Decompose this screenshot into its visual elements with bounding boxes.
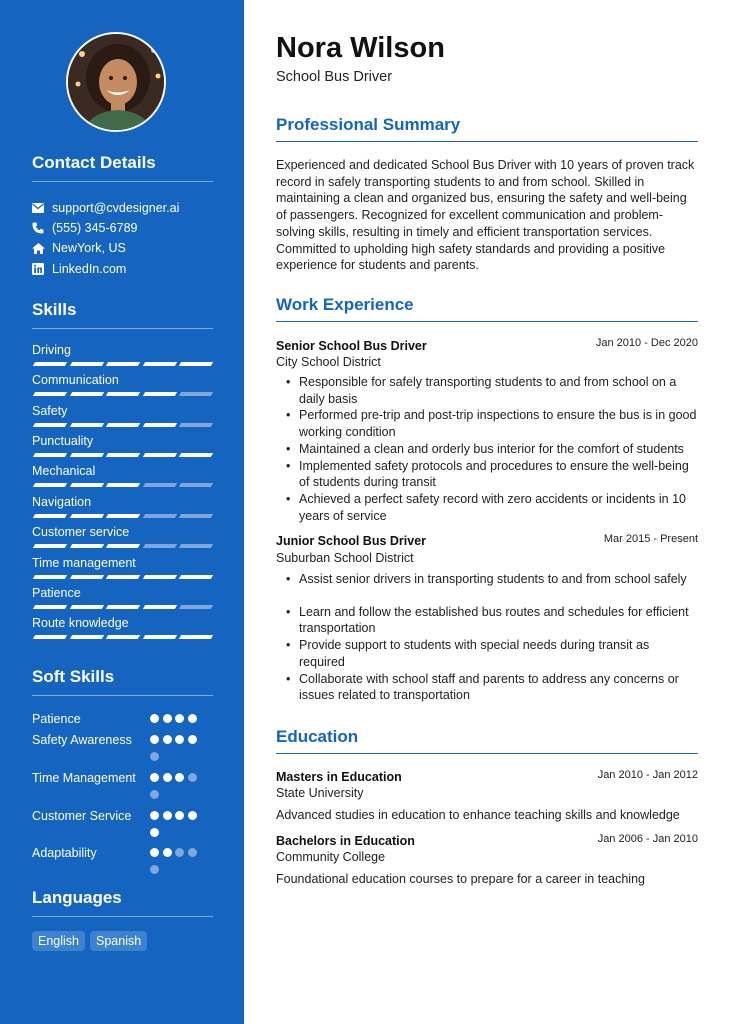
skill-level-bar: [32, 635, 213, 639]
skill-row: [32, 525, 213, 539]
job-dates: Jan 2010 - Dec 2020: [595, 337, 698, 349]
skill-level-segment: [106, 423, 140, 427]
job-title: Junior School Bus Driver: [276, 534, 427, 548]
skill-level-segment: [142, 362, 176, 366]
skill-row: [32, 586, 213, 600]
skill-label: Punctuality: [32, 434, 94, 448]
languages-heading: Languages: [32, 888, 213, 917]
soft-skill-label: Patience: [32, 712, 81, 726]
skill-level-segment: [69, 575, 103, 579]
soft-skill-row: [32, 845, 213, 862]
skill-level-segment: [179, 362, 213, 366]
list-item: • Achieved a perfect safety record with zero accidents or incidents in 10 years of service: [286, 491, 698, 524]
contact-email[interactable]: [32, 201, 179, 215]
contact-heading: Contact Details: [32, 153, 213, 182]
rating-dot: [150, 811, 159, 820]
soft-skill-label: Adaptability: [32, 846, 97, 860]
home-icon: [32, 243, 52, 254]
skill-level-segment: [69, 544, 103, 548]
job-org: City School District: [276, 355, 381, 369]
summary-heading: Professional Summary: [276, 115, 698, 142]
skill-level-segment: [33, 605, 67, 609]
candidate-name: Nora Wilson: [276, 32, 445, 64]
rating-dot: [150, 848, 159, 857]
skill-level-segment: [106, 514, 140, 518]
skill-label: Navigation: [32, 495, 92, 509]
soft-skill-row: [32, 770, 213, 787]
skill-level-segment: [33, 514, 67, 518]
soft-skill-label: Time Management: [32, 771, 136, 785]
skill-row: [32, 616, 213, 630]
skill-level-segment: [106, 575, 140, 579]
soft-skill-row: [32, 808, 213, 825]
rating-dot: [150, 735, 159, 744]
rating-dot: [150, 752, 159, 761]
skill-level-bar: [32, 392, 213, 396]
skill-level-segment: [69, 362, 103, 366]
skill-level-segment: [142, 635, 176, 639]
linkedin-icon: [32, 263, 52, 275]
job-dates: Mar 2015 - Present: [603, 533, 698, 545]
skill-level-segment: [142, 423, 176, 427]
rating-dot: [150, 828, 159, 837]
skill-level-segment: [142, 392, 176, 396]
soft-skill-label: Customer Service: [32, 809, 132, 823]
skill-level-bar: [32, 453, 213, 457]
envelope-icon: [32, 203, 52, 213]
skill-level-segment: [142, 483, 176, 487]
skill-level-bar: [32, 483, 213, 487]
skill-level-segment: [106, 605, 140, 609]
rating-dot: [188, 848, 197, 857]
skill-label: Communication: [32, 373, 119, 387]
degree-description: Foundational education courses to prepare for a career in teaching: [276, 872, 645, 886]
rating-dot: [175, 848, 184, 857]
rating-dot: [150, 773, 159, 782]
rating-dot: [150, 714, 159, 723]
skill-row: [32, 343, 213, 357]
degree-dates: Jan 2006 - Jan 2010: [597, 833, 698, 845]
rating-dot: [163, 714, 172, 723]
degree-title: Masters in Education: [276, 770, 402, 784]
skill-level-segment: [142, 605, 176, 609]
contact-linkedin-text: LinkedIn.com: [52, 262, 127, 276]
contact-phone[interactable]: [32, 221, 137, 235]
rating-dot: [163, 773, 172, 782]
skill-level-bar: [32, 575, 213, 579]
rating-dot: [163, 735, 172, 744]
skill-level-segment: [33, 392, 67, 396]
contact-phone-text: (555) 345-6789: [52, 221, 138, 235]
skill-level-segment: [33, 453, 67, 457]
skill-level-segment: [142, 514, 176, 518]
contact-location: [32, 241, 126, 255]
skill-label: Route knowledge: [32, 616, 129, 630]
list-item: • Performed pre-trip and post-trip inspections to ensure the bus is in good working condition: [286, 407, 698, 440]
school-name: Community College: [276, 850, 386, 864]
list-item: • Responsible for safely transporting students to and from school on a daily basis: [286, 374, 698, 407]
skill-level-segment: [179, 423, 213, 427]
skill-level-segment: [142, 453, 176, 457]
language-pill: English: [32, 931, 85, 951]
skill-level-segment: [142, 575, 176, 579]
list-item: • Assist senior drivers in transporting students to and from school safely: [286, 571, 698, 588]
skill-level-bar: [32, 605, 213, 609]
phone-icon: [32, 222, 52, 234]
candidate-title: School Bus Driver: [276, 69, 393, 85]
skill-label: Safety: [32, 404, 68, 418]
rating-dot: [175, 735, 184, 744]
skill-level-segment: [33, 635, 67, 639]
skill-level-segment: [179, 635, 213, 639]
language-pill: Spanish: [90, 931, 147, 951]
list-item: • Collaborate with school staff and parents to address any concerns or issues related to transportation: [286, 671, 698, 704]
list-item: • Implemented safety protocols and procedures to ensure the well-being of students during transit: [286, 458, 698, 491]
list-item: • Provide support to students with special needs during transit as required: [286, 637, 698, 670]
soft-skill-label: Safety Awareness: [32, 733, 132, 747]
rating-dot: [188, 773, 197, 782]
job-bullets: [286, 571, 698, 704]
skill-level-segment: [179, 605, 213, 609]
rating-dot: [163, 811, 172, 820]
skill-level-segment: [69, 453, 103, 457]
skill-level-segment: [106, 544, 140, 548]
list-item: • Learn and follow the established bus routes and schedules for efficient transportation: [286, 604, 698, 637]
sidebar: [0, 0, 244, 1024]
rating-dot: [175, 773, 184, 782]
skill-level-segment: [33, 483, 67, 487]
skill-level-segment: [69, 605, 103, 609]
skill-level-segment: [69, 483, 103, 487]
rating-dot: [175, 811, 184, 820]
skill-label: Driving: [32, 343, 71, 357]
skill-level-segment: [69, 635, 103, 639]
skill-row: [32, 373, 213, 387]
soft-skill-row: [32, 711, 213, 728]
skill-label: Customer service: [32, 525, 130, 539]
skill-level-segment: [179, 575, 213, 579]
job-bullets: [286, 374, 698, 524]
avatar-photo: [68, 34, 166, 132]
summary-text: Experienced and dedicated School Bus Driver with 10 years of proven track record in safely transporting students to and from school. Skilled in maintaining a clean and organized bus, ensuring the safety and well-being of passengers. Recognized for excellent communication and problem-solving skills, resulting in timely and efficient transportation services. Committed to upholding high safety standards and providing a positive experience for students and parents.: [276, 158, 695, 273]
list-item: • Maintained a clean and orderly bus interior for the comfort of students: [286, 441, 698, 458]
skill-level-segment: [69, 514, 103, 518]
skill-level-bar: [32, 423, 213, 427]
contact-email-text: support@cvdesigner.ai: [52, 201, 180, 215]
skill-row: [32, 464, 213, 478]
skill-level-segment: [106, 483, 140, 487]
skill-row: [32, 556, 213, 570]
skill-level-segment: [106, 362, 140, 366]
degree-title: Bachelors in Education: [276, 834, 415, 848]
soft-skill-row: [32, 732, 213, 749]
skill-level-segment: [69, 392, 103, 396]
rating-dot: [188, 714, 197, 723]
skill-level-segment: [179, 483, 213, 487]
soft-skills-heading: Soft Skills: [32, 667, 213, 696]
degree-dates: Jan 2010 - Jan 2012: [597, 769, 698, 781]
contact-linkedin[interactable]: [32, 262, 126, 276]
skill-label: Mechanical: [32, 464, 96, 478]
skill-level-segment: [33, 362, 67, 366]
skill-level-segment: [106, 392, 140, 396]
skill-row: [32, 434, 213, 448]
skill-level-bar: [32, 362, 213, 366]
skill-level-segment: [33, 544, 67, 548]
skill-level-segment: [33, 423, 67, 427]
rating-dot: [188, 811, 197, 820]
rating-dot: [188, 735, 197, 744]
rating-dot: [150, 865, 159, 874]
school-name: State University: [276, 786, 364, 800]
contact-location-text: NewYork, US: [52, 241, 126, 255]
skill-level-segment: [106, 635, 140, 639]
skill-level-segment: [33, 575, 67, 579]
skill-level-segment: [106, 453, 140, 457]
skill-level-segment: [179, 514, 213, 518]
skill-level-segment: [179, 544, 213, 548]
skill-level-segment: [179, 392, 213, 396]
experience-heading: Work Experience: [276, 295, 698, 322]
skill-label: Patience: [32, 586, 81, 600]
skill-level-segment: [69, 423, 103, 427]
job-org: Suburban School District: [276, 551, 414, 565]
skill-level-bar: [32, 544, 213, 548]
rating-dot: [175, 714, 184, 723]
education-heading: Education: [276, 727, 698, 754]
main-content: [244, 0, 730, 1024]
skill-level-bar: [32, 514, 213, 518]
skill-level-segment: [179, 453, 213, 457]
skill-row: [32, 404, 213, 418]
rating-dot: [150, 790, 159, 799]
degree-description: Advanced studies in education to enhance teaching skills and knowledge: [276, 808, 680, 822]
skill-label: Time management: [32, 556, 136, 570]
job-title: Senior School Bus Driver: [276, 339, 427, 353]
avatar: [66, 32, 166, 132]
skill-level-segment: [142, 544, 176, 548]
skills-heading: Skills: [32, 300, 213, 329]
skill-row: [32, 495, 213, 509]
rating-dot: [163, 848, 172, 857]
